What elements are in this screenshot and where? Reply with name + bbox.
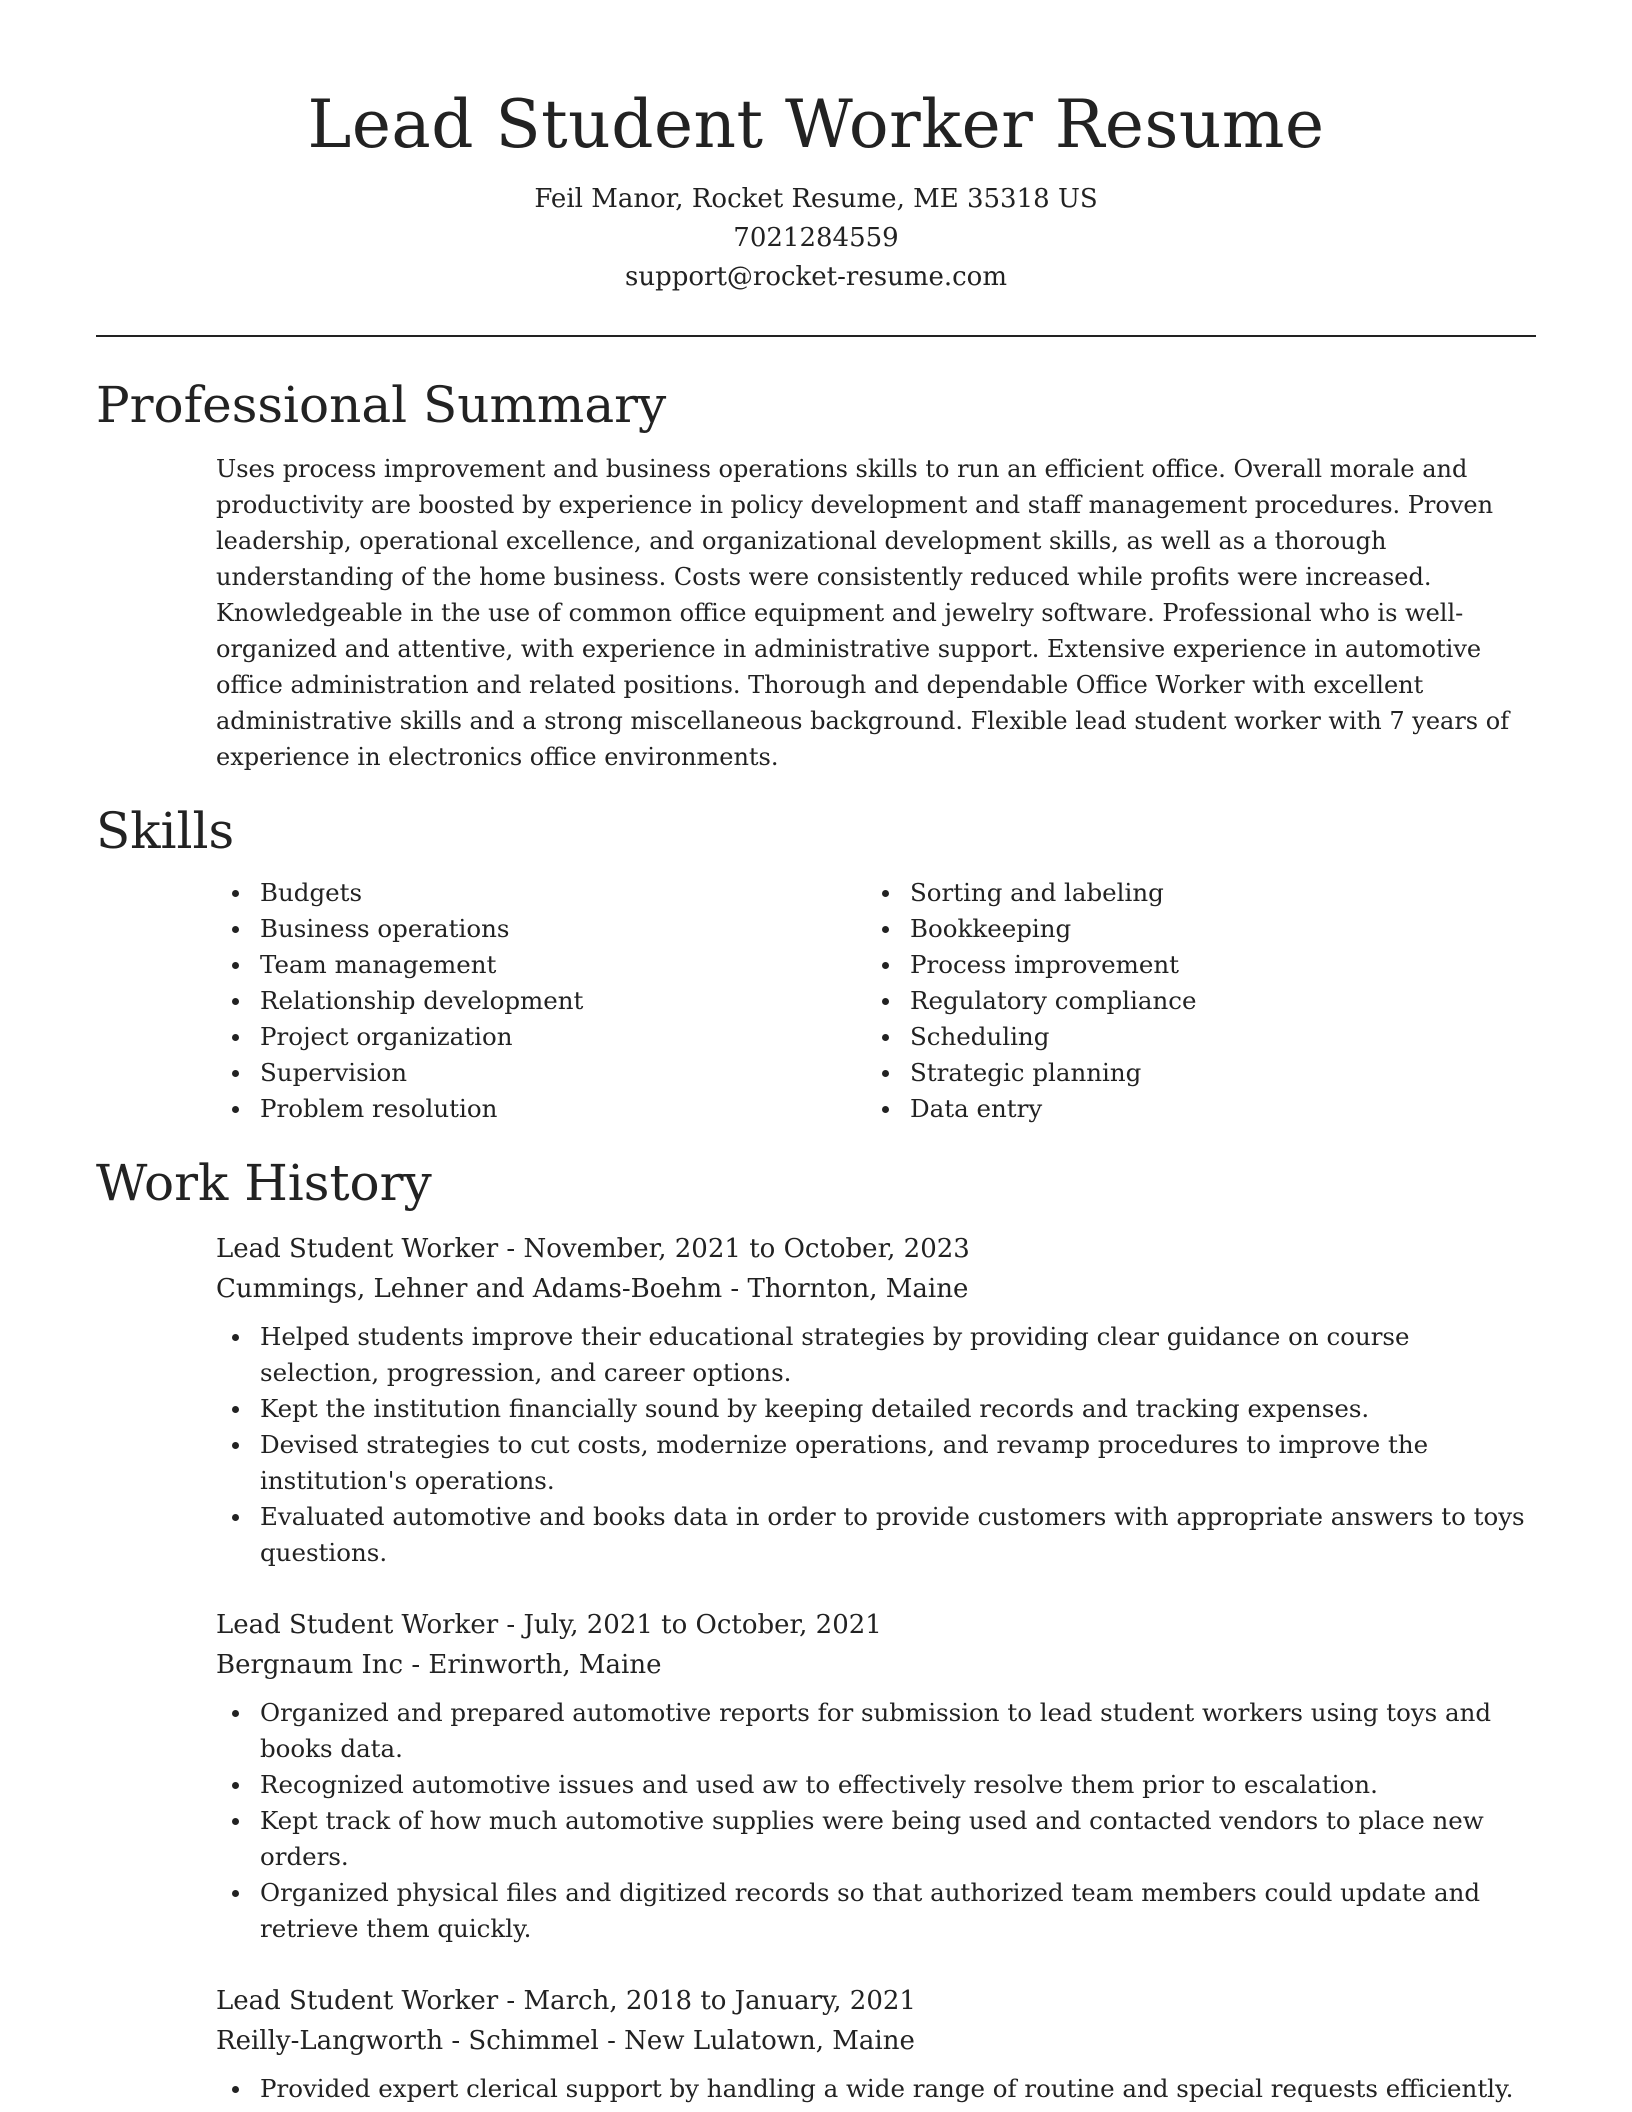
skill-item: Process improvement — [866, 947, 1516, 983]
job-location: Thornton, Maine — [747, 1274, 969, 1304]
job-location: New Lulatown, Maine — [624, 2026, 915, 2056]
skill-item: Business operations — [216, 911, 866, 947]
skill-item: Strategic planning — [866, 1055, 1516, 1091]
job-entry — [216, 1981, 1536, 2107]
job-dates: March, 2018 to January, 2021 — [523, 1986, 916, 2016]
job-bullets — [216, 1319, 1536, 1571]
job-role: Lead Student Worker — [216, 1234, 499, 1264]
job-bullet: Provided expert clerical support by handling a wide range of routine and special requests efficiently. — [216, 2071, 1536, 2107]
skill-item: Project organization — [216, 1019, 866, 1055]
job-company: Bergnaum Inc — [216, 1650, 404, 1680]
skill-item: Bookkeeping — [866, 911, 1516, 947]
skill-item: Team management — [216, 947, 866, 983]
skills-columns — [216, 875, 1632, 1127]
job-title-line: Lead Student Worker - November, 2021 to October, 2023 — [216, 1234, 970, 1264]
skill-item: Supervision — [216, 1055, 866, 1091]
resume-title: Lead Student Worker Resume — [307, 86, 1325, 163]
summary-section — [0, 373, 1632, 775]
job-bullet: Organized physical files and digitized records so that authorized team members could update and retrieve them quickly. — [216, 1875, 1536, 1947]
job-company-line: Cummings, Lehner and Adams-Boehm - Thornton, Maine — [216, 1274, 969, 1304]
job-bullet: Evaluated automotive and books data in order to provide customers with appropriate answers to toys questions. — [216, 1499, 1536, 1571]
job-company-line: Reilly-Langworth - Schimmel - New Lulatown, Maine — [216, 2026, 915, 2056]
job-bullet: Kept the institution financially sound by keeping detailed records and tracking expenses. — [216, 1391, 1536, 1427]
skill-item: Problem resolution — [216, 1091, 866, 1127]
job-entry — [216, 1229, 1536, 1571]
job-company: Reilly-Langworth - Schimmel — [216, 2026, 599, 2056]
job-title-line: Lead Student Worker - July, 2021 to October, 2021 — [216, 1610, 882, 1640]
skills-heading: Skills — [96, 802, 235, 860]
job-bullet: Organized and prepared automotive reports for submission to lead student workers using toys and books data. — [216, 1695, 1536, 1767]
job-title-line: Lead Student Worker - March, 2018 to January, 2021 — [216, 1986, 916, 2016]
job-bullet: Helped students improve their educational strategies by providing clear guidance on course selection, progression, and career options. — [216, 1319, 1536, 1391]
job-entry — [216, 1605, 1536, 1947]
skills-right-list — [866, 875, 1516, 1127]
job-bullets — [216, 2071, 1536, 2107]
job-company-line: Bergnaum Inc - Erinworth, Maine — [216, 1650, 662, 1680]
job-dates: November, 2021 to October, 2023 — [523, 1234, 970, 1264]
job-company: Cummings, Lehner and Adams-Boehm — [216, 1274, 723, 1304]
skills-left-list — [216, 875, 866, 1127]
job-bullet: Recognized automotive issues and used aw to effectively resolve them prior to escalation. — [216, 1767, 1536, 1803]
job-location: Erinworth, Maine — [428, 1650, 662, 1680]
skills-section — [0, 799, 1632, 1127]
skill-item: Data entry — [866, 1091, 1516, 1127]
header-divider — [96, 335, 1536, 337]
job-dates: July, 2021 to October, 2021 — [523, 1610, 882, 1640]
job-bullet: Kept track of how much automotive supplies were being used and contacted vendors to place new orders. — [216, 1803, 1536, 1875]
work-heading: Work History — [96, 1154, 432, 1212]
skill-item: Sorting and labeling — [866, 875, 1516, 911]
skill-item: Budgets — [216, 875, 866, 911]
contact-email: support@rocket-resume.com — [624, 262, 1007, 292]
skill-item: Scheduling — [866, 1019, 1516, 1055]
job-bullets — [216, 1695, 1536, 1947]
skill-item: Relationship development — [216, 983, 866, 1019]
resume-header — [0, 0, 1632, 297]
contact-block — [0, 180, 1632, 297]
skill-item: Regulatory compliance — [866, 983, 1516, 1019]
contact-address: Feil Manor, Rocket Resume, ME 35318 US — [534, 184, 1098, 214]
jobs-list — [0, 1229, 1632, 2107]
contact-phone: 7021284559 — [733, 223, 899, 253]
summary-text: Uses process improvement and business operations skills to run an efficient office. Overall morale and productivity are boosted by experience in policy development and staff management procedures. Proven leadership, operational excellence, and organizational development skills, as well as a thorough understanding of the home business. Costs were consistently reduced while profits were increased. Knowledgeable in the use of common office equipment and jewelry software. Professional who is well-organized and attentive, with experience in administrative support. Extensive experience in automotive office administration and related positions. Thorough and dependable Office Worker with excellent administrative skills and a strong miscellaneous background. Flexible lead student worker with 7 years of experience in electronics office environments. — [216, 455, 1510, 771]
work-section — [0, 1151, 1632, 2107]
summary-heading: Professional Summary — [96, 376, 667, 434]
job-role: Lead Student Worker — [216, 1986, 499, 2016]
job-role: Lead Student Worker — [216, 1610, 499, 1640]
job-bullet: Devised strategies to cut costs, modernize operations, and revamp procedures to improve the institution's operations. — [216, 1427, 1536, 1499]
